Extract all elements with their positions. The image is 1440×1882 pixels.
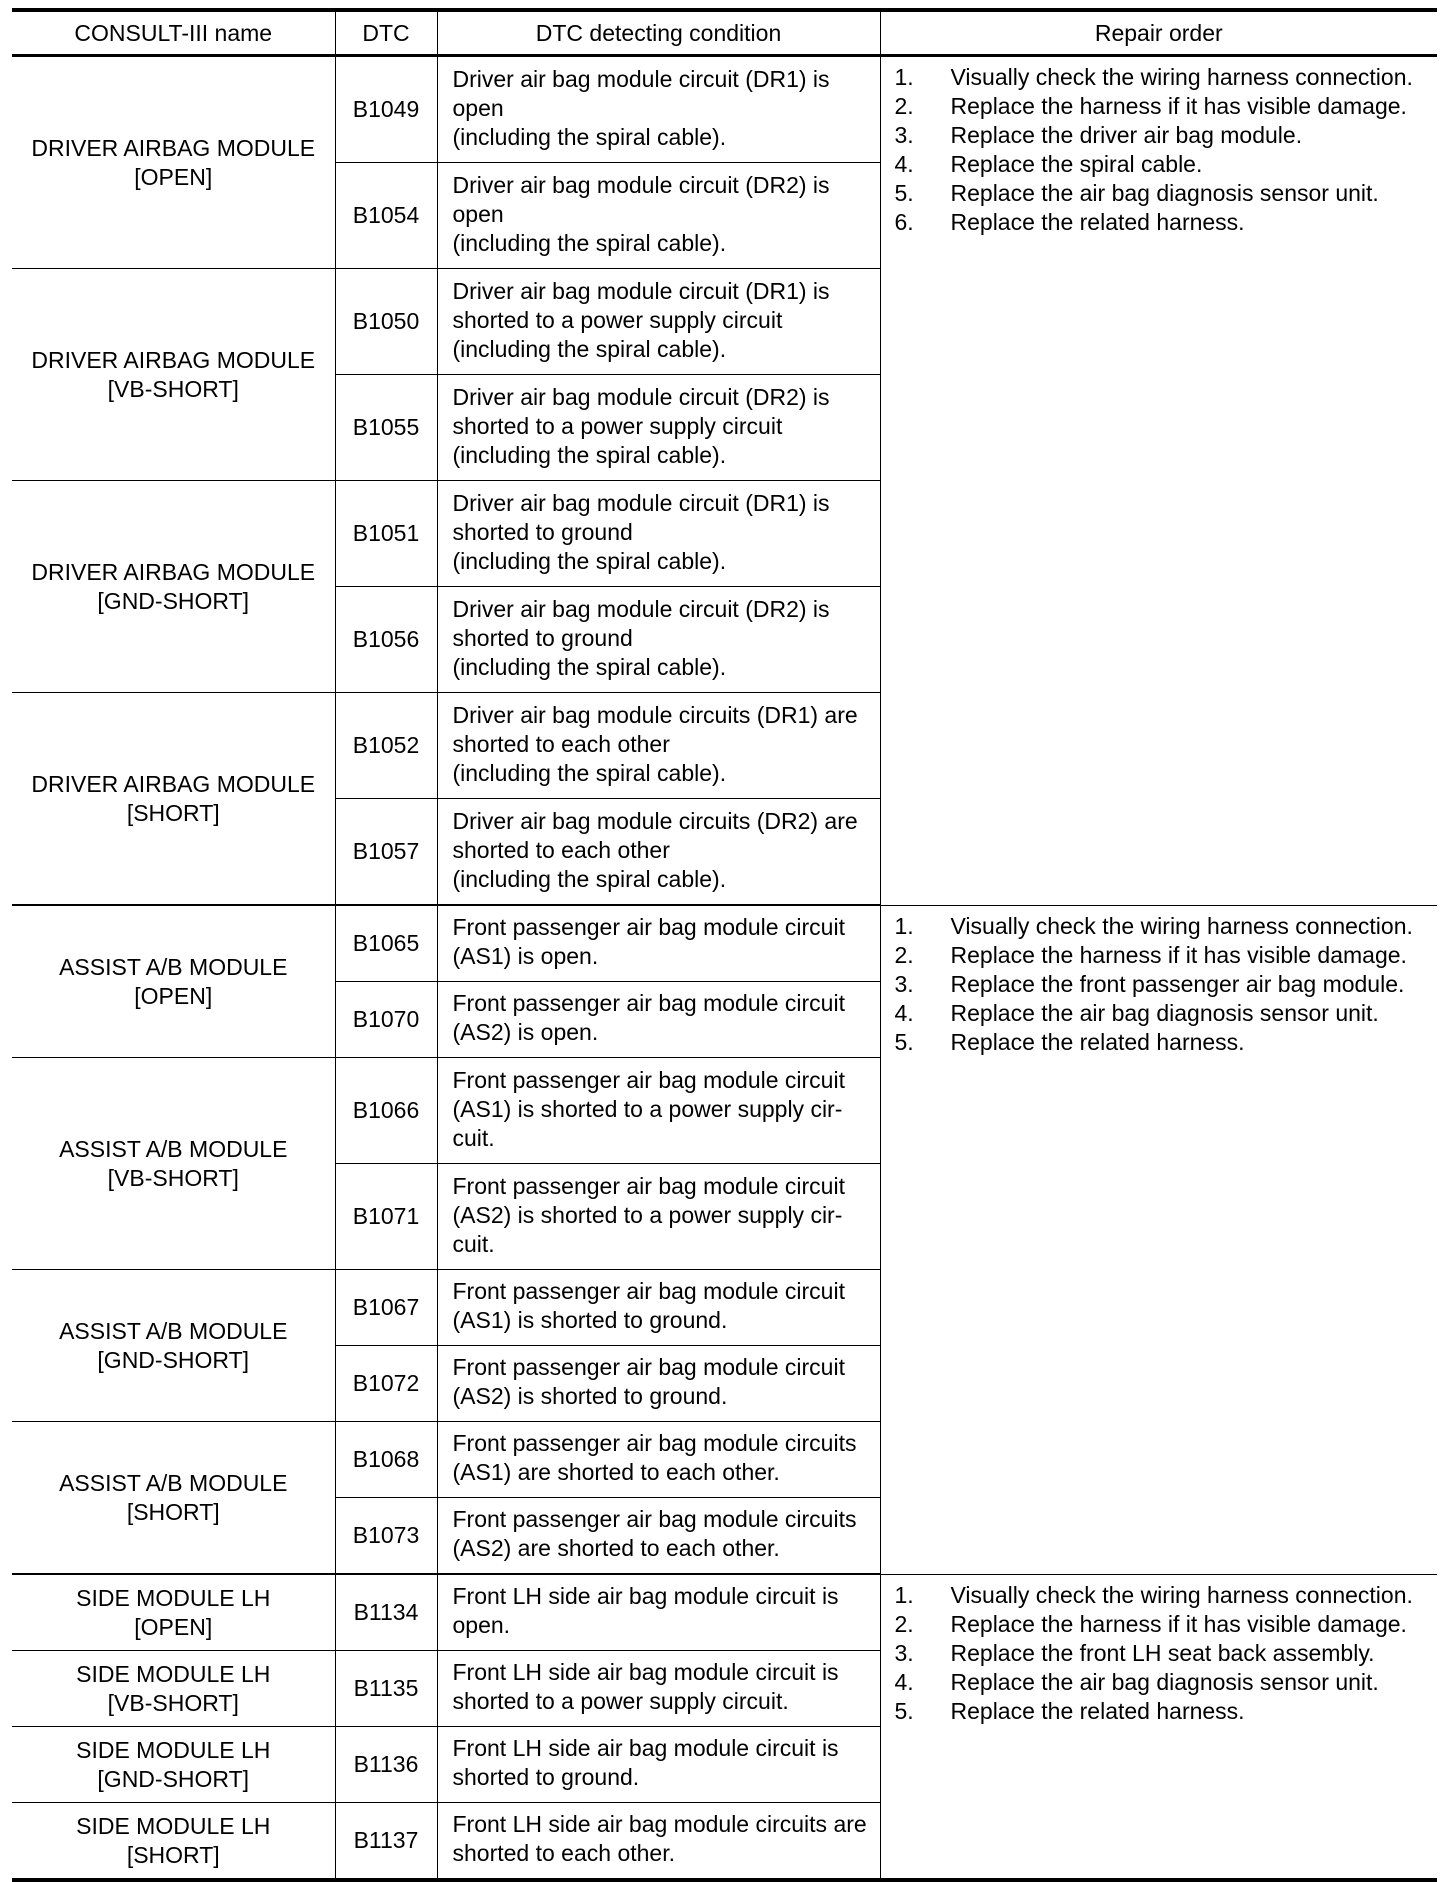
repair-step xyxy=(895,1668,1430,1697)
repair-step xyxy=(895,1028,1430,1057)
dtc-code: B1073 xyxy=(335,1498,437,1575)
condition-line: Driver air bag module circuit (DR1) is xyxy=(452,489,830,516)
dtc-code: B1050 xyxy=(335,269,437,375)
dtc-table-wrapper xyxy=(12,8,1437,1882)
condition-line: Driver air bag module circuit (DR1) is xyxy=(452,277,830,304)
table-row xyxy=(12,905,1437,982)
condition-line: Front passenger air bag module circuit xyxy=(452,1066,845,1093)
condition-line: open xyxy=(452,200,504,227)
condition-line: Front LH side air bag module circuits are xyxy=(452,1811,867,1837)
consult-name-cell xyxy=(12,56,335,269)
condition-line: shorted to a power supply circuit xyxy=(452,412,783,439)
condition-line: (AS2) is shorted to ground. xyxy=(452,1383,728,1409)
condition-cell xyxy=(437,1803,880,1881)
consult-name-qualifier: [SHORT] xyxy=(126,1498,220,1525)
condition-cell xyxy=(437,693,880,799)
consult-name-qualifier: [VB-SHORT] xyxy=(107,375,239,402)
condition-cell xyxy=(437,1651,880,1727)
condition-line: (AS2) is shorted to a power supply cir- xyxy=(452,1201,843,1228)
repair-step-number: 4. xyxy=(894,151,914,177)
dtc-code: B1056 xyxy=(335,587,437,693)
repair-step xyxy=(895,63,1430,92)
condition-cell xyxy=(437,799,880,906)
condition-line: (including the spiral cable). xyxy=(452,653,727,680)
repair-step-number: 4. xyxy=(894,999,914,1026)
consult-name-qualifier: [VB-SHORT] xyxy=(107,1164,239,1191)
condition-line: (including the spiral cable). xyxy=(452,759,727,786)
condition-line: shorted to a power supply circuit. xyxy=(452,1688,789,1714)
repair-step-text: Visually check the wiring harness connection. xyxy=(950,1581,1413,1608)
condition-line: Front passenger air bag module circuit xyxy=(452,1172,845,1199)
repair-step-text: Replace the air bag diagnosis sensor unit. xyxy=(950,1668,1379,1695)
condition-line: (AS1) is open. xyxy=(452,943,599,969)
condition-line: Driver air bag module circuit (DR1) is xyxy=(452,65,830,92)
repair-step xyxy=(895,1639,1430,1668)
condition-line: Front passenger air bag module circuits xyxy=(452,1506,857,1532)
repair-step-text: Visually check the wiring harness connection. xyxy=(950,912,1413,939)
repair-step xyxy=(895,179,1430,208)
repair-step xyxy=(895,1610,1430,1639)
condition-line: (AS1) are shorted to each other. xyxy=(452,1459,780,1485)
table-body xyxy=(12,56,1437,1881)
header-consult-name: CONSULT-III name xyxy=(12,10,335,56)
dtc-code: B1067 xyxy=(335,1270,437,1346)
header-dtc: DTC xyxy=(335,10,437,56)
repair-step-text: Replace the related harness. xyxy=(950,1028,1245,1055)
repair-steps-list xyxy=(895,1581,1430,1726)
consult-name-qualifier: [GND-SHORT] xyxy=(97,1765,250,1792)
condition-line: shorted to each other xyxy=(452,836,670,863)
repair-order-assist xyxy=(880,905,1437,1574)
condition-line: shorted to a power supply circuit xyxy=(452,306,783,333)
dtc-code: B1137 xyxy=(335,1803,437,1881)
consult-name-cell xyxy=(12,1270,335,1422)
consult-name-qualifier: [OPEN] xyxy=(134,163,213,190)
consult-name: ASSIST A/B MODULE xyxy=(59,1135,288,1162)
consult-name-cell xyxy=(12,481,335,693)
condition-line: (including the spiral cable). xyxy=(452,335,727,362)
condition-line: Front passenger air bag module circuits xyxy=(452,1430,857,1456)
repair-steps-list xyxy=(895,912,1430,1057)
header-repair-order: Repair order xyxy=(880,10,1437,56)
consult-name-qualifier: [OPEN] xyxy=(134,1613,213,1640)
condition-line: Front LH side air bag module circuit is xyxy=(452,1583,839,1609)
condition-line: (AS1) is shorted to a power supply cir- xyxy=(452,1095,843,1122)
repair-steps-list xyxy=(895,63,1430,237)
repair-step-number: 1. xyxy=(894,64,914,90)
table-row xyxy=(12,1574,1437,1651)
condition-cell xyxy=(437,1498,880,1575)
condition-line: Front passenger air bag module circuit xyxy=(452,1278,845,1304)
dtc-code: B1055 xyxy=(335,375,437,481)
condition-cell xyxy=(437,905,880,982)
condition-line: Driver air bag module circuit (DR2) is xyxy=(452,595,830,622)
dtc-code: B1049 xyxy=(335,56,437,163)
condition-cell xyxy=(437,56,880,163)
repair-step-number: 4. xyxy=(894,1668,914,1695)
condition-cell xyxy=(437,982,880,1058)
consult-name: DRIVER AIRBAG MODULE xyxy=(31,558,316,585)
repair-step-text: Visually check the wiring harness connection. xyxy=(950,64,1413,90)
condition-line: cuit. xyxy=(452,1230,495,1257)
condition-line: (including the spiral cable). xyxy=(452,123,727,150)
condition-cell xyxy=(437,481,880,587)
condition-line: Front LH side air bag module circuit is xyxy=(452,1659,839,1685)
dtc-code: B1071 xyxy=(335,1164,437,1270)
consult-name: ASSIST A/B MODULE xyxy=(59,953,288,980)
consult-name-cell xyxy=(12,1574,335,1651)
repair-step-text: Replace the related harness. xyxy=(950,209,1245,235)
consult-name: SIDE MODULE LH xyxy=(76,1812,271,1839)
table-row xyxy=(12,56,1437,163)
repair-step xyxy=(895,941,1430,970)
repair-step-text: Replace the front LH seat back assembly. xyxy=(950,1639,1375,1666)
repair-step-number: 3. xyxy=(894,1639,914,1666)
condition-line: shorted to ground. xyxy=(452,1764,640,1790)
repair-step-number: 6. xyxy=(894,209,914,235)
repair-order-side xyxy=(880,1574,1437,1880)
condition-line: (AS1) is shorted to ground. xyxy=(452,1307,728,1333)
consult-name: DRIVER AIRBAG MODULE xyxy=(31,346,316,373)
repair-order-driver xyxy=(880,56,1437,906)
dtc-code: B1134 xyxy=(335,1574,437,1651)
repair-step xyxy=(895,999,1430,1028)
condition-line: Driver air bag module circuit (DR2) is xyxy=(452,383,830,410)
consult-name-qualifier: [SHORT] xyxy=(126,1841,220,1868)
header-condition: DTC detecting condition xyxy=(437,10,880,56)
repair-step xyxy=(895,912,1430,941)
consult-name-qualifier: [GND-SHORT] xyxy=(97,587,250,614)
dtc-code: B1066 xyxy=(335,1058,437,1164)
repair-step-number: 2. xyxy=(894,1610,914,1637)
condition-cell xyxy=(437,163,880,269)
condition-line: (AS2) are shorted to each other. xyxy=(452,1535,780,1561)
condition-cell xyxy=(437,1346,880,1422)
consult-name-qualifier: [GND-SHORT] xyxy=(97,1346,250,1373)
condition-cell xyxy=(437,1574,880,1651)
condition-line: shorted to each other. xyxy=(452,1840,675,1866)
repair-step xyxy=(895,970,1430,999)
condition-line: cuit. xyxy=(452,1124,495,1151)
condition-line: (including the spiral cable). xyxy=(452,229,727,256)
repair-step xyxy=(895,208,1430,237)
dtc-code: B1051 xyxy=(335,481,437,587)
repair-step-number: 3. xyxy=(894,122,914,148)
condition-line: shorted to ground xyxy=(452,518,633,545)
dtc-code: B1054 xyxy=(335,163,437,269)
repair-step-text: Replace the harness if it has visible damage. xyxy=(950,93,1407,119)
consult-name-cell xyxy=(12,1422,335,1575)
consult-name-cell xyxy=(12,1651,335,1727)
repair-step-text: Replace the related harness. xyxy=(950,1697,1245,1724)
condition-line: open xyxy=(452,94,504,121)
condition-line: Front passenger air bag module circuit xyxy=(452,914,845,940)
repair-step-number: 2. xyxy=(894,941,914,968)
consult-name-cell xyxy=(12,269,335,481)
consult-name-cell xyxy=(12,1803,335,1881)
condition-line: shorted to each other xyxy=(452,730,670,757)
consult-name: SIDE MODULE LH xyxy=(76,1736,271,1763)
repair-step-number: 2. xyxy=(894,93,914,119)
repair-step-text: Replace the air bag diagnosis sensor unit. xyxy=(950,999,1379,1026)
repair-step xyxy=(895,92,1430,121)
repair-step xyxy=(895,150,1430,179)
condition-cell xyxy=(437,1058,880,1164)
consult-name-cell xyxy=(12,905,335,1058)
consult-name: SIDE MODULE LH xyxy=(76,1660,271,1687)
condition-line: (including the spiral cable). xyxy=(452,547,727,574)
dtc-code: B1136 xyxy=(335,1727,437,1803)
condition-cell xyxy=(437,1164,880,1270)
consult-name-cell xyxy=(12,693,335,906)
condition-line: (including the spiral cable). xyxy=(452,865,727,892)
dtc-code: B1135 xyxy=(335,1651,437,1727)
dtc-table xyxy=(12,8,1437,1882)
header-row xyxy=(12,10,1437,56)
condition-cell xyxy=(437,375,880,481)
repair-step-number: 3. xyxy=(894,970,914,997)
condition-line: Driver air bag module circuit (DR2) is xyxy=(452,171,830,198)
repair-step-text: Replace the front passenger air bag module. xyxy=(950,970,1405,997)
dtc-code: B1070 xyxy=(335,982,437,1058)
repair-step xyxy=(895,1581,1430,1610)
consult-name: SIDE MODULE LH xyxy=(76,1584,271,1611)
dtc-code: B1072 xyxy=(335,1346,437,1422)
condition-cell xyxy=(437,587,880,693)
repair-step-text: Replace the harness if it has visible damage. xyxy=(950,1610,1407,1637)
repair-step-text: Replace the spiral cable. xyxy=(950,151,1203,177)
condition-line: (including the spiral cable). xyxy=(452,441,727,468)
condition-cell xyxy=(437,1422,880,1498)
repair-step-text: Replace the harness if it has visible damage. xyxy=(950,941,1407,968)
repair-step xyxy=(895,1697,1430,1726)
condition-cell xyxy=(437,1727,880,1803)
condition-line: Driver air bag module circuits (DR2) are xyxy=(452,807,858,834)
consult-name: DRIVER AIRBAG MODULE xyxy=(31,134,316,161)
condition-line: Front LH side air bag module circuit is xyxy=(452,1735,839,1761)
dtc-code: B1065 xyxy=(335,905,437,982)
dtc-code: B1052 xyxy=(335,693,437,799)
condition-cell xyxy=(437,1270,880,1346)
repair-step-number: 5. xyxy=(894,180,914,206)
repair-step-text: Replace the driver air bag module. xyxy=(950,122,1303,148)
condition-line: shorted to ground xyxy=(452,624,633,651)
consult-name: DRIVER AIRBAG MODULE xyxy=(31,770,316,797)
repair-step-number: 1. xyxy=(894,1581,914,1608)
condition-line: (AS2) is open. xyxy=(452,1019,599,1045)
repair-step-number: 5. xyxy=(894,1697,914,1724)
table-header xyxy=(12,10,1437,56)
condition-line: Front passenger air bag module circuit xyxy=(452,990,845,1016)
consult-name: ASSIST A/B MODULE xyxy=(59,1317,288,1344)
consult-name-qualifier: [VB-SHORT] xyxy=(107,1689,239,1716)
condition-line: open. xyxy=(452,1612,511,1638)
consult-name-cell xyxy=(12,1058,335,1270)
repair-step xyxy=(895,121,1430,150)
repair-step-text: Replace the air bag diagnosis sensor unit. xyxy=(950,180,1379,206)
repair-step-number: 5. xyxy=(894,1028,914,1055)
dtc-code: B1057 xyxy=(335,799,437,906)
condition-line: Driver air bag module circuits (DR1) are xyxy=(452,701,858,728)
condition-line: Front passenger air bag module circuit xyxy=(452,1354,845,1380)
condition-cell xyxy=(437,269,880,375)
consult-name-qualifier: [OPEN] xyxy=(134,982,213,1009)
consult-name-qualifier: [SHORT] xyxy=(126,799,220,826)
dtc-code: B1068 xyxy=(335,1422,437,1498)
consult-name: ASSIST A/B MODULE xyxy=(59,1469,288,1496)
repair-step-number: 1. xyxy=(894,912,914,939)
consult-name-cell xyxy=(12,1727,335,1803)
